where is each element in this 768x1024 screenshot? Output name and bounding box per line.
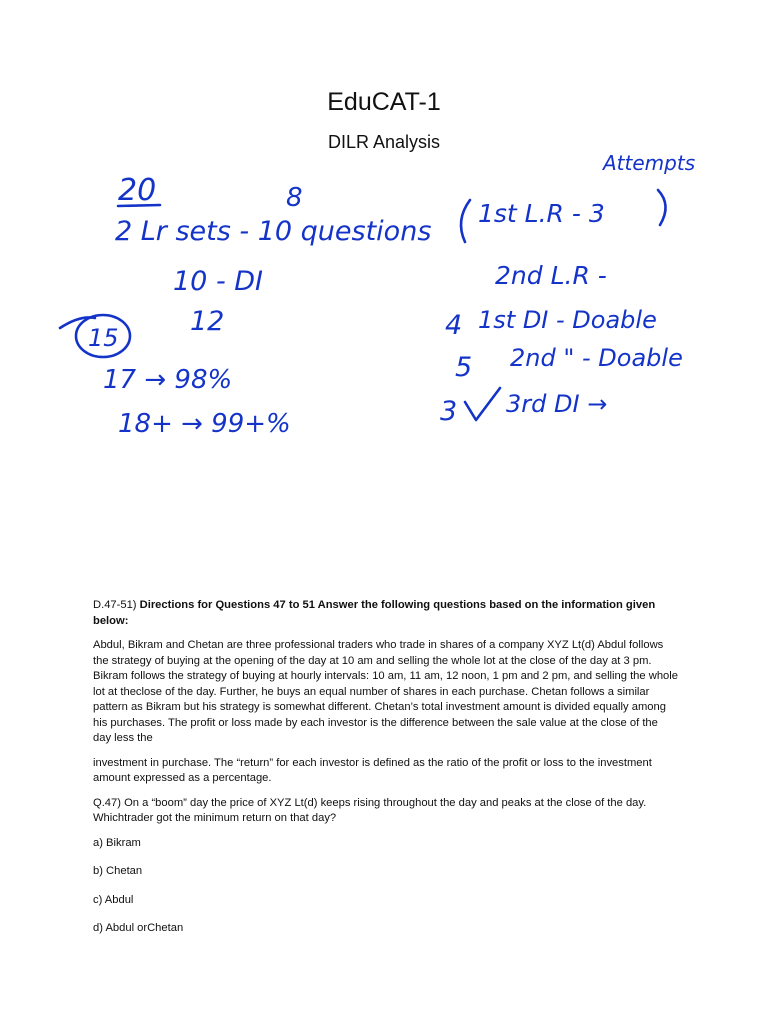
option-b: b) Chetan <box>93 865 143 877</box>
page-subtitle: DILR Analysis <box>327 132 441 152</box>
directions <box>93 598 678 629</box>
note-a4: 2nd " - Doable <box>510 344 683 372</box>
note-p17: 17 → 98% <box>103 365 233 395</box>
note-a2: 2nd L.R - <box>495 261 607 290</box>
note-a3: 1st DI - Doable <box>478 306 657 334</box>
note-a5-num: 3 <box>440 396 458 427</box>
directions-heading: Directions for Questions 47 to 51 Answer the following questions based on the information given below: <box>93 599 656 627</box>
note-a3-num: 4 <box>445 310 463 341</box>
note-total: 20 <box>118 173 157 208</box>
document-body <box>93 598 678 950</box>
directions-prefix: D.47-51) <box>93 599 137 611</box>
option-d: d) Abdul orChetan <box>93 922 184 934</box>
note-a5: 3rd DI → <box>506 390 608 418</box>
note-bracket-open <box>461 200 470 242</box>
note-attempts: Attempts <box>603 151 696 175</box>
question-47: Q.47) On a “boom” day the price of XYZ Lt(d) keeps rising throughout the day and peaks at the close of the day. Whichtrader got the minimum return on that day? <box>93 796 647 824</box>
passage-paragraph-1: Abdul, Bikram and Chetan are three professional traders who trade in shares of a company XYZ Lt(d) Abdul follows the strategy of buying at the opening of the day at 10 am and selling the whole lot at the close of the day at 3 pm. Bikram follows the strategy of buying at hourly intervals: 10 am, 11 am, 12 noon, 1 pm and 2 pm, and selling the whole lot at theclose of the day. Further, he buys an equal number of shares in each purchase. Chetan follows a similar pattern as Bikram but his strategy is somewhat different. Chetan’s total investment amount is divided equally among his purchases. The profit or loss made by each investor is the difference between the sale value at the close of the day less the <box>93 639 678 744</box>
note-circled: 15 <box>88 324 119 352</box>
note-underline <box>118 205 160 206</box>
handwritten-notes <box>0 0 768 480</box>
page-title: EduCAT-1 <box>327 88 441 116</box>
note-di-line: 10 - DI <box>173 266 264 297</box>
note-bracket-close <box>658 190 666 225</box>
note-check-mark <box>465 388 500 420</box>
passage-paragraph-2: investment in purchase. The “return” for each investor is defined as the ratio of the profit or loss to the investment amount expressed as a percentage. <box>93 756 652 784</box>
option-a: a) Bikram <box>93 836 141 849</box>
option-c: c) Abdul <box>93 893 134 906</box>
note-p18: 18+ → 99+% <box>118 409 291 439</box>
note-sets-line: 2 Lr sets - 10 questions <box>115 216 432 247</box>
note-twelve: 12 <box>190 306 225 337</box>
note-eight: 8 <box>286 183 303 213</box>
note-a4-num: 5 <box>455 352 473 383</box>
note-a1: 1st L.R - 3 <box>478 199 605 228</box>
